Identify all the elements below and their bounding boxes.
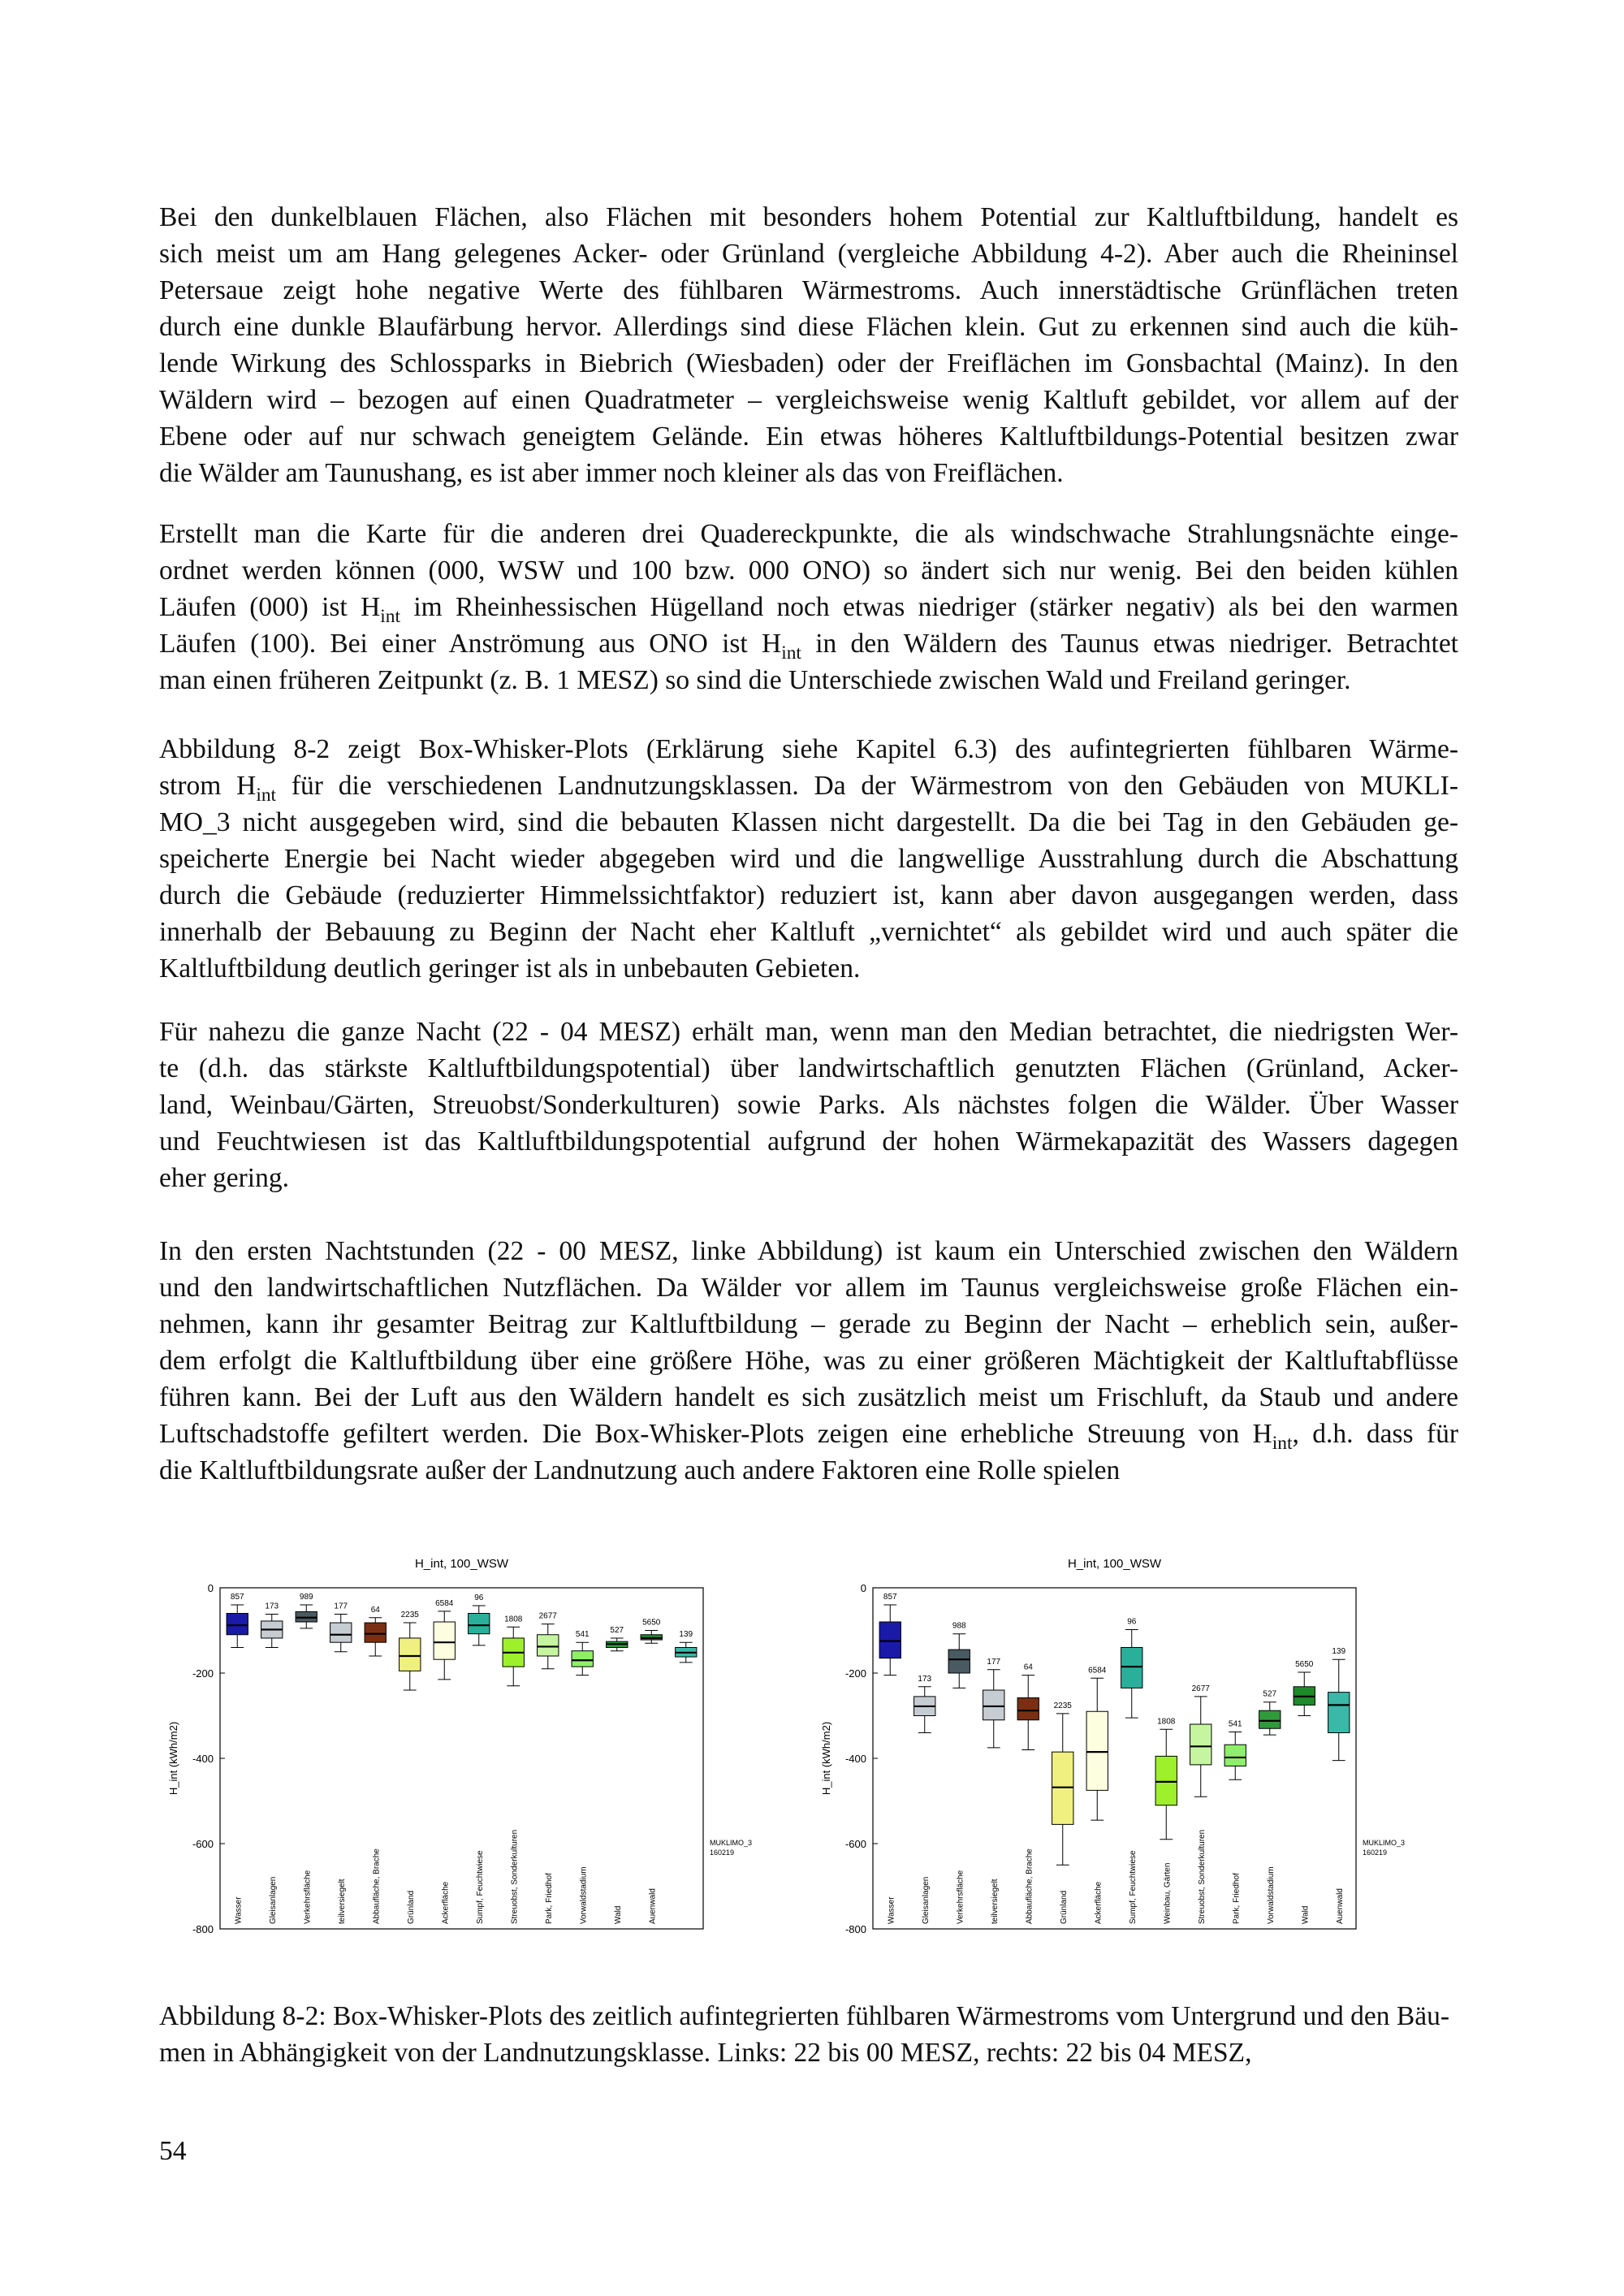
text-run: in den Wäldern des Taunus etwas niedriger. Betrachtet <box>801 629 1458 659</box>
category-label: Wald <box>613 1905 623 1924</box>
text-run: speicherte Energie bei Nacht wieder abgegeben wird und die langwellige Ausstrahlung durch die Abschattung <box>159 844 1458 874</box>
text-line <box>159 662 1458 698</box>
text-run: lende Wirkung des Schlossparks in Biebrich (Wiesbaden) oder der Freiflächen im Gonsbachtal (Mainz). In den <box>159 348 1458 378</box>
count-label: 5650 <box>1295 1659 1314 1669</box>
category-label: Ackerfläche <box>441 1881 451 1924</box>
text-run: Abbildung 8-2 zeigt Box-Whisker-Plots (Erklärung siehe Kapitel 6.3) des aufintegrierten fühlbaren Wärme- <box>159 734 1458 764</box>
text-line <box>159 589 1458 628</box>
text-line <box>159 516 1458 552</box>
text-line <box>159 767 1458 804</box>
text-run: Luftschadstoffe gefiltert werden. Die Box-Whisker-Plots zeigen eine erhebliche Streuung von H <box>159 1419 1272 1449</box>
box <box>365 1623 386 1642</box>
text-run: te (d.h. das stärkste Kaltluftbildungspotential) über landwirtschaftlich genutzten Flächen (Grünland, Acker- <box>159 1053 1458 1083</box>
category-label: Sumpf, Feuchtwiese <box>475 1850 485 1924</box>
subscript: int <box>380 606 401 628</box>
caption-line: Abbildung 8-2: Box-Whisker-Plots des zeitlich aufintegrierten fühlbaren Wärmestroms vom Untergrund und den Bäu- <box>159 2001 1449 2031</box>
text-run: eher gering. <box>159 1163 289 1193</box>
text-run: die Kaltluftbildungsrate außer der Landnutzung auch andere Faktoren eine Rolle spielen <box>159 1455 1121 1485</box>
paragraph <box>159 731 1458 987</box>
text-line <box>159 309 1458 345</box>
figure-caption <box>159 1998 1458 2071</box>
count-label: 139 <box>679 1630 693 1640</box>
category-label: Streuobst, Sonderkulturen <box>1197 1829 1207 1924</box>
count-label: 857 <box>230 1593 244 1602</box>
text-line <box>159 272 1458 309</box>
text-run: In den ersten Nachtstunden (22 - 00 MESZ, linke Abbildung) ist kaum ein Unterschied zwischen den Wäldern <box>159 1236 1458 1266</box>
text-run: Ebene oder auf nur schwach geneigtem Gelände. Ein etwas höheres Kaltluftbildungs-Potential besitzen zwar <box>159 422 1458 452</box>
count-label: 1808 <box>1157 1717 1176 1727</box>
category-label: Abbaufläche, Brache <box>372 1848 382 1924</box>
category-label: Grünland <box>406 1890 416 1924</box>
count-label: 857 <box>883 1593 897 1602</box>
box <box>879 1622 901 1658</box>
paragraph <box>159 1014 1458 1196</box>
text-run: nehmen, kann ihr gesamter Beitrag zur Kaltluftbildung – gerade zu Beginn der Nacht – erheblich sein, außer- <box>159 1309 1458 1339</box>
box <box>1121 1648 1142 1688</box>
text-line <box>159 455 1458 491</box>
category-label: Streuobst, Sonderkulturen <box>510 1829 520 1924</box>
count-label: 1808 <box>504 1615 523 1624</box>
category-label: Auenwald <box>1335 1888 1345 1924</box>
chart-title: H_int, 100_WSW <box>1067 1557 1162 1571</box>
count-label: 6584 <box>1088 1666 1107 1676</box>
count-label: 177 <box>987 1657 1001 1667</box>
text-line <box>159 345 1458 382</box>
text-run: dem erfolgt die Kaltluftbildung über eine größere Höhe, was zu einer größeren Mächtigkeit der Kaltluftabflüsse <box>159 1346 1458 1376</box>
category-label: Wasser <box>887 1896 896 1924</box>
text-line <box>159 1452 1458 1489</box>
category-label: Park, Friedhof <box>1232 1873 1242 1924</box>
caption-line: men in Abhängigkeit von der Landnutzungsklasse. Links: 22 bis 00 MESZ, rechts: 22 bis 04 MESZ, <box>159 2038 1252 2068</box>
count-label: 173 <box>265 1602 279 1611</box>
category-label: Vorwaldstadium <box>1266 1866 1276 1924</box>
text-run: führen kann. Bei der Luft aus den Wäldern handelt es sich zusätzlich meist um Frischluft, da Staub und andere <box>159 1382 1458 1412</box>
y-tick-label: -600 <box>844 1838 866 1850</box>
y-tick-label: -200 <box>844 1667 866 1680</box>
text-line <box>159 877 1458 914</box>
boxplot-svg <box>812 1543 1453 1965</box>
box <box>1328 1693 1350 1733</box>
category-label: Ackerfläche <box>1094 1881 1104 1924</box>
box <box>227 1614 248 1635</box>
text-line <box>159 382 1458 418</box>
category-label: Vorwaldstadium <box>579 1866 589 1924</box>
count-label: 96 <box>474 1593 484 1603</box>
count-label: 2235 <box>1053 1701 1072 1710</box>
text-run: man einen früheren Zeitpunkt (z. B. 1 MESZ) so sind die Unterschiede zwischen Wald und Freiland geringer. <box>159 665 1351 695</box>
page-number: 54 <box>159 2136 187 2166</box>
box <box>538 1635 559 1656</box>
box <box>1086 1711 1108 1790</box>
model-annotation: MUKLIMO_3 <box>1363 1839 1406 1847</box>
count-label: 5650 <box>642 1618 661 1628</box>
count-label: 2677 <box>538 1611 557 1621</box>
text-line <box>159 1416 1458 1455</box>
category-label: Abbaufläche, Brache <box>1025 1848 1034 1924</box>
chart-right <box>812 1543 1453 1965</box>
model-annotation: 160219 <box>710 1848 735 1857</box>
count-label: 527 <box>1263 1689 1277 1699</box>
text-run: Läufen (100). Bei einer Anströmung aus ONO ist H <box>159 629 782 659</box>
box <box>469 1614 490 1634</box>
text-line <box>159 1306 1458 1343</box>
count-label: 177 <box>334 1602 348 1611</box>
text-run: Läufen (000) ist H <box>159 592 381 622</box>
box <box>434 1622 455 1659</box>
category-label: teilversiegelt <box>990 1879 1000 1924</box>
plot-frame <box>873 1588 1356 1929</box>
subscript: int <box>256 785 277 806</box>
category-label: Gleisanlagen <box>268 1876 278 1924</box>
text-line <box>159 199 1458 236</box>
model-annotation: MUKLIMO_3 <box>710 1839 753 1847</box>
text-line <box>159 236 1458 272</box>
category-label: Verkehrsfläche <box>956 1870 965 1924</box>
count-label: 988 <box>952 1621 966 1631</box>
text-run: ordnet werden können (000, WSW und 100 bzw. 000 ONO) so ändert sich nur wenig. Bei den beiden kühlen <box>159 556 1458 586</box>
text-line <box>159 1269 1458 1306</box>
y-tick-label: -800 <box>192 1923 214 1935</box>
text-run: Kaltluftbildung deutlich geringer ist als in unbebauten Gebieten. <box>159 953 861 984</box>
chart-title: H_int, 100_WSW <box>414 1557 509 1571</box>
category-label: Wald <box>1301 1905 1311 1924</box>
text-run: Für nahezu die ganze Nacht (22 - 04 MESZ) erhält man, wenn man den Median betrachtet, die niedrigsten Wer- <box>159 1017 1458 1047</box>
paragraph <box>159 1233 1458 1489</box>
count-label: 6584 <box>435 1598 454 1608</box>
box <box>1017 1697 1039 1719</box>
text-run: strom H <box>159 771 257 801</box>
box <box>948 1650 970 1673</box>
category-label: Verkehrsfläche <box>303 1870 313 1924</box>
text-run: land, Weinbau/Gärten, Streuobst/Sonderkulturen) sowie Parks. Als nächstes folgen die Wälder. Über Wasser <box>159 1090 1458 1120</box>
y-tick-label: 0 <box>860 1582 866 1594</box>
text-line <box>159 950 1458 987</box>
text-line <box>159 804 1458 841</box>
box <box>400 1638 421 1671</box>
text-line <box>159 1379 1458 1416</box>
category-label: Weinbau, Gärten <box>1163 1862 1173 1924</box>
text-run: , d.h. dass für <box>1292 1419 1458 1449</box>
model-annotation: 160219 <box>1363 1848 1388 1857</box>
count-label: 173 <box>918 1674 932 1684</box>
count-label: 541 <box>1228 1719 1242 1729</box>
text-run: die Wälder am Taunushang, es ist aber immer noch kleiner als das von Freiflächen. <box>159 458 1064 488</box>
y-tick-label: -600 <box>192 1838 214 1850</box>
paragraph <box>159 199 1458 491</box>
count-label: 541 <box>575 1630 590 1640</box>
text-run: Bei den dunkelblauen Flächen, also Flächen mit besonders hohem Potential zur Kaltluftbildung, handelt es <box>159 202 1458 232</box>
count-label: 2677 <box>1191 1684 1210 1693</box>
text-line <box>159 1087 1458 1123</box>
text-run: Wäldern wird – bezogen auf einen Quadratmeter – vergleichsweise wenig Kaltluft gebildet, vor allem auf der <box>159 385 1458 415</box>
category-label: Park, Friedhof <box>544 1873 554 1924</box>
text-run: durch eine dunkle Blaufärbung hervor. Allerdings sind diese Flächen klein. Gut zu erkennen sind auch die küh- <box>159 312 1458 342</box>
box <box>330 1623 352 1642</box>
text-line <box>159 1123 1458 1160</box>
text-line <box>159 841 1458 877</box>
count-label: 989 <box>299 1593 313 1602</box>
y-tick-label: -200 <box>192 1667 214 1680</box>
plot-frame <box>220 1588 703 1929</box>
text-line <box>159 1233 1458 1269</box>
count-label: 96 <box>1127 1617 1137 1627</box>
count-label: 64 <box>1023 1663 1033 1672</box>
box <box>1155 1756 1177 1805</box>
text-line <box>159 731 1458 767</box>
text-run: MO_3 nicht ausgegeben wird, sind die bebauten Klassen nicht dargestellt. Da die bei Tag in den Gebäuden ge- <box>159 807 1458 837</box>
y-tick-label: -400 <box>844 1753 866 1765</box>
text-line <box>159 1343 1458 1379</box>
box <box>1190 1724 1212 1765</box>
chart-left <box>159 1543 801 1965</box>
text-run: für die verschiedenen Landnutzungsklassen. Da der Wärmestrom von den Gebäuden von MUKLI- <box>276 771 1458 801</box>
text-line <box>159 914 1458 950</box>
count-label: 64 <box>370 1605 380 1615</box>
text-line <box>159 418 1458 455</box>
category-label: Gleisanlagen <box>921 1876 931 1924</box>
box <box>983 1690 1004 1720</box>
text-line <box>159 1160 1458 1196</box>
paragraph <box>159 516 1458 698</box>
text-run: Erstellt man die Karte für die anderen drei Quadereckpunkte, die als windschwache Strahlungsnächte einge- <box>159 519 1458 549</box>
subscript: int <box>1272 1433 1293 1455</box>
category-label: Auenwald <box>648 1888 658 1924</box>
y-tick-label: -400 <box>192 1753 214 1765</box>
text-line <box>159 1014 1458 1050</box>
y-tick-label: -800 <box>844 1923 866 1935</box>
text-line <box>159 625 1458 662</box>
category-label: Sumpf, Feuchtwiese <box>1128 1850 1138 1924</box>
category-label: Wasser <box>234 1896 244 1924</box>
count-label: 139 <box>1332 1647 1346 1657</box>
text-run: innerhalb der Bebauung zu Beginn der Nacht eher Kaltluft „vernichtet“ als gebildet wird und auch später die <box>159 917 1458 947</box>
count-label: 527 <box>610 1625 624 1635</box>
box <box>572 1651 593 1667</box>
text-run: im Rheinhessischen Hügelland noch etwas niedriger (stärker negativ) als bei den warmen <box>400 592 1458 622</box>
text-line <box>159 552 1458 589</box>
box <box>1224 1745 1246 1766</box>
text-run: durch die Gebäude (reduzierter Himmelssichtfaktor) reduziert ist, kann aber davon ausgegangen werden, dass <box>159 880 1458 910</box>
y-axis-label: H_int (kWh/m2) <box>167 1721 179 1796</box>
count-label: 2235 <box>400 1611 419 1620</box>
boxplot-svg <box>159 1543 801 1965</box>
category-label: Grünland <box>1059 1890 1069 1924</box>
text-run: sich meist um am Hang gelegenes Acker- oder Grünland (vergleiche Abbildung 4-2). Aber auch die Rheininsel <box>159 239 1458 269</box>
category-label: teilversiegelt <box>337 1879 347 1924</box>
box <box>1259 1710 1281 1728</box>
text-line <box>159 1050 1458 1087</box>
y-axis-label: H_int (kWh/m2) <box>820 1721 832 1796</box>
text-run: und den landwirtschaftlichen Nutzflächen. Da Wälder vor allem im Taunus vergleichsweise große Flächen ein- <box>159 1273 1458 1303</box>
y-tick-label: 0 <box>207 1582 214 1594</box>
subscript: int <box>781 642 801 664</box>
text-run: Petersaue zeigt hohe negative Werte des fühlbaren Wärmestroms. Auch innerstädtische Grünflächen treten <box>159 275 1458 305</box>
text-run: und Feuchtwiesen ist das Kaltluftbildungspotential aufgrund der hohen Wärmekapazität des Wassers dagegen <box>159 1126 1458 1157</box>
